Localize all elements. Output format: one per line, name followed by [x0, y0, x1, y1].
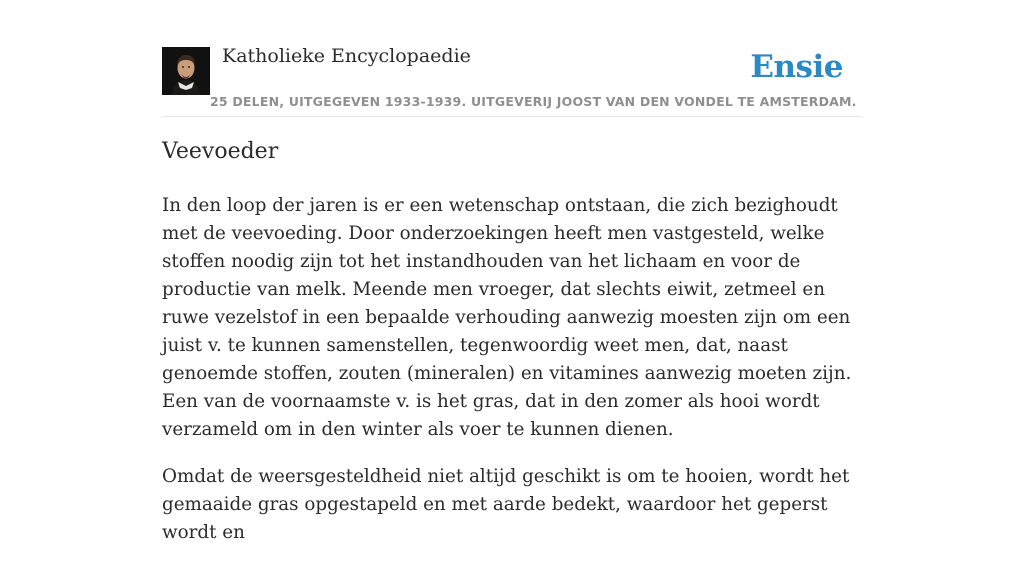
publication-avatar[interactable] [162, 47, 210, 95]
publication-header [162, 40, 862, 117]
article-body [162, 192, 864, 566]
portrait-icon [162, 47, 210, 95]
publication-subtitle: 25 DELEN, UITGEGEVEN 1933-1939. UITGEVERIJ JOOST VAN DEN VONDEL TE AMSTERDAM. [210, 94, 857, 109]
article-title: Veevoeder [162, 139, 279, 164]
article-paragraph: Omdat de weersgesteldheid niet altijd geschikt is om te hooien, wordt het gemaaide gras opgestapeld en met aarde bedekt, waardoor het geperst wordt en [162, 466, 850, 543]
publication-title[interactable]: Katholieke Encyclopaedie [222, 45, 471, 67]
article-paragraph: In den loop der jaren is er een wetenschap ontstaan, die zich bezighoudt met de veevoeding. Door onderzoekingen heeft men vastgesteld, welke stoffen noodig zijn tot het instandhouden van het lichaam en voor de productie van melk. Meende men vroeger, dat slechts eiwit, zetmeel en ruwe vezelstof in een bepaalde verhouding aanwezig moesten zijn om een juist v. te kunnen samenstellen, tegenwoordig weet men, dat, naast genoemde stoffen, zouten (mineralen) en vitamines aanwezig moeten zijn. Een van de voornaamste v. is het gras, dat in den zomer als hooi wordt verzameld om in den winter als voer te kunnen dienen. [162, 195, 852, 440]
brand-logo[interactable]: Ensie [750, 49, 843, 85]
